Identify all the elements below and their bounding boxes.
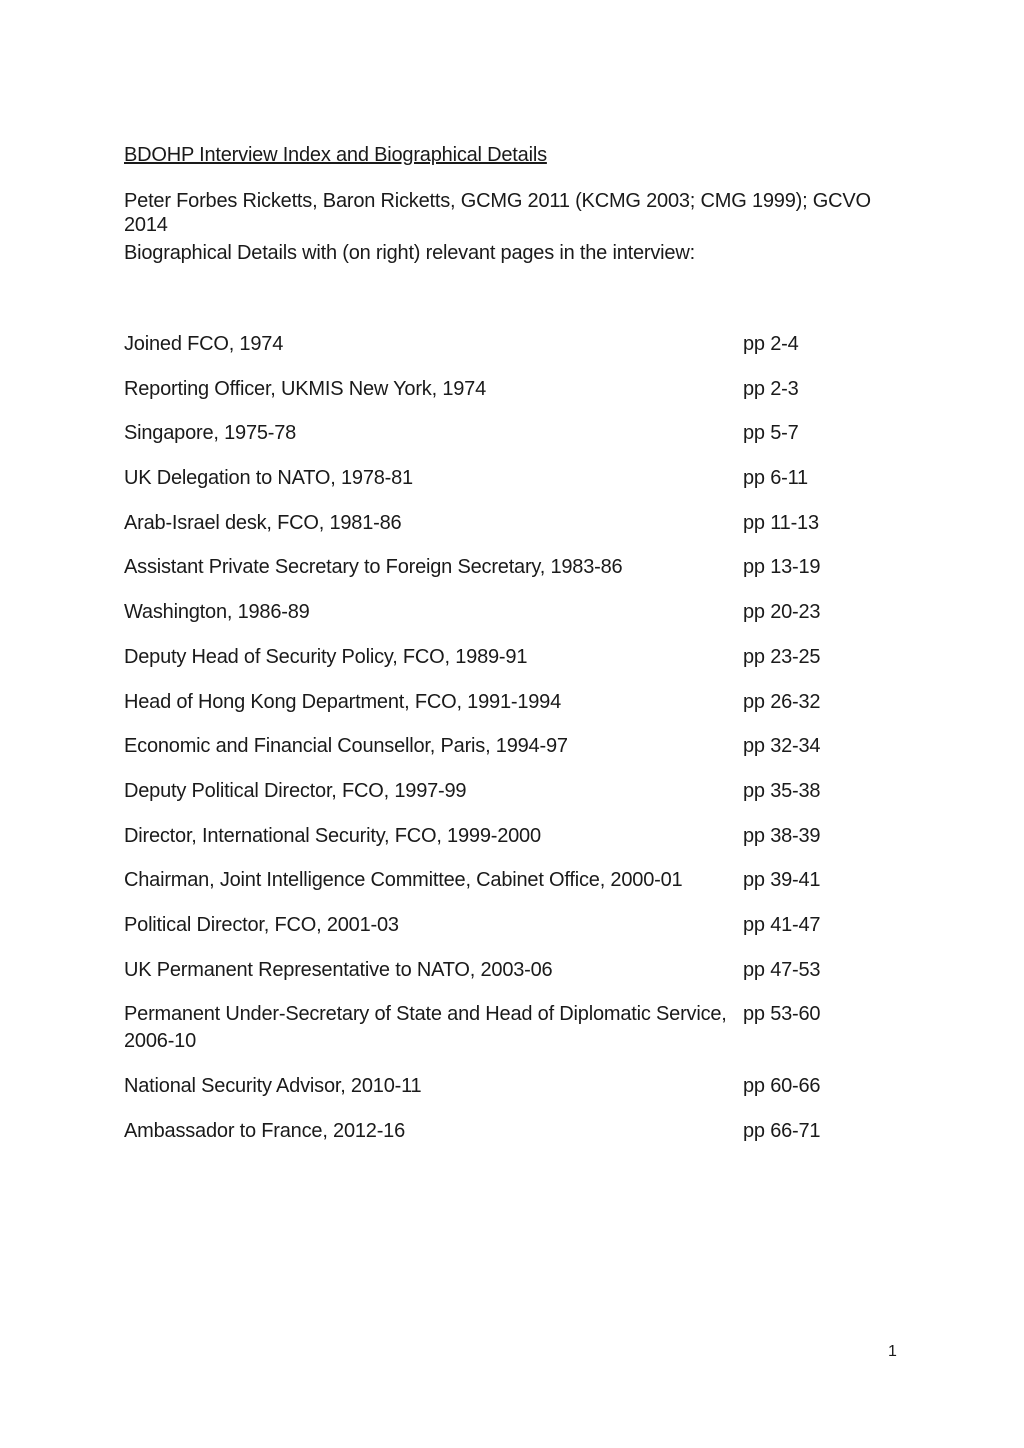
document-title: BDOHP Interview Index and Biographical Details <box>124 144 547 166</box>
career-entry <box>124 644 884 671</box>
career-entry <box>124 689 884 716</box>
entry-pages: pp 39-41 <box>743 869 821 892</box>
entry-role: Director, International Security, FCO, 1999-2000 <box>124 824 541 847</box>
entry-pages: pp 60-66 <box>743 1075 821 1097</box>
page-number: 1 <box>888 1343 897 1360</box>
career-entry <box>124 1073 884 1100</box>
entry-role: Arab-Israel desk, FCO, 1981-86 <box>124 511 402 534</box>
entry-role: UK Permanent Representative to NATO, 2003-06 <box>124 958 553 981</box>
entry-role: Assistant Private Secretary to Foreign Secretary, 1983-86 <box>124 556 623 579</box>
career-entry <box>124 912 884 939</box>
entry-role: Head of Hong Kong Department, FCO, 1991-1994 <box>124 690 562 713</box>
career-entry <box>124 554 884 581</box>
career-entry <box>124 376 884 403</box>
career-entry <box>124 778 884 805</box>
entry-pages: pp 11-13 <box>743 511 819 534</box>
entry-role: Deputy Head of Security Policy, FCO, 1989-91 <box>124 645 528 668</box>
career-entry <box>124 1001 884 1055</box>
entry-pages: pp 41-47 <box>743 913 821 936</box>
entry-pages: pp 20-23 <box>743 601 821 624</box>
entry-pages: pp 2-4 <box>743 333 799 355</box>
entry-pages: pp 35-38 <box>743 779 821 802</box>
career-entry <box>124 1118 884 1145</box>
career-entry <box>124 733 884 760</box>
entry-pages: pp 32-34 <box>743 735 821 758</box>
entry-pages: pp 47-53 <box>743 958 821 981</box>
entry-role: Economic and Financial Counsellor, Paris, 1994-97 <box>124 735 568 758</box>
entry-pages: pp 5-7 <box>743 422 799 445</box>
entry-role: Chairman, Joint Intelligence Committee, Cabinet Office, 2000-01 <box>124 869 683 892</box>
entry-role: Permanent Under-Secretary of State and Head of Diplomatic Service, 2006-10 <box>124 1003 727 1053</box>
career-entry <box>124 867 884 894</box>
entry-pages: pp 13-19 <box>743 556 821 579</box>
entry-role: Political Director, FCO, 2001-03 <box>124 913 399 936</box>
career-entry <box>124 420 884 447</box>
entry-role: Ambassador to France, 2012-16 <box>124 1119 406 1142</box>
career-entries-list <box>124 331 884 1162</box>
career-entry <box>124 510 884 537</box>
entry-pages: pp 2-3 <box>743 377 799 400</box>
career-entry <box>124 957 884 984</box>
entry-role: National Security Advisor, 2010-11 <box>124 1075 422 1097</box>
entry-pages: pp 53-60 <box>743 1003 821 1026</box>
entry-pages: pp 6-11 <box>743 467 808 490</box>
entry-pages: pp 38-39 <box>743 824 821 847</box>
entry-role: Singapore, 1975-78 <box>124 422 297 445</box>
career-entry <box>124 823 884 850</box>
entry-pages: pp 66-71 <box>743 1119 821 1142</box>
subject-name: Peter Forbes Ricketts, Baron Ricketts, GCMG 2011 (KCMG 2003; CMG 1999); GCVO 2014 <box>124 190 871 236</box>
entry-pages: pp 23-25 <box>743 645 821 668</box>
entry-role: Washington, 1986-89 <box>124 601 310 624</box>
biography-intro: Biographical Details with (on right) relevant pages in the interview: <box>124 242 695 264</box>
entry-role: UK Delegation to NATO, 1978-81 <box>124 467 413 490</box>
entry-role: Joined FCO, 1974 <box>124 333 284 355</box>
entry-pages: pp 26-32 <box>743 690 821 713</box>
career-entry <box>124 465 884 492</box>
career-entry <box>124 599 884 626</box>
entry-role: Deputy Political Director, FCO, 1997-99 <box>124 779 467 802</box>
career-entry <box>124 331 884 358</box>
entry-role: Reporting Officer, UKMIS New York, 1974 <box>124 377 487 400</box>
